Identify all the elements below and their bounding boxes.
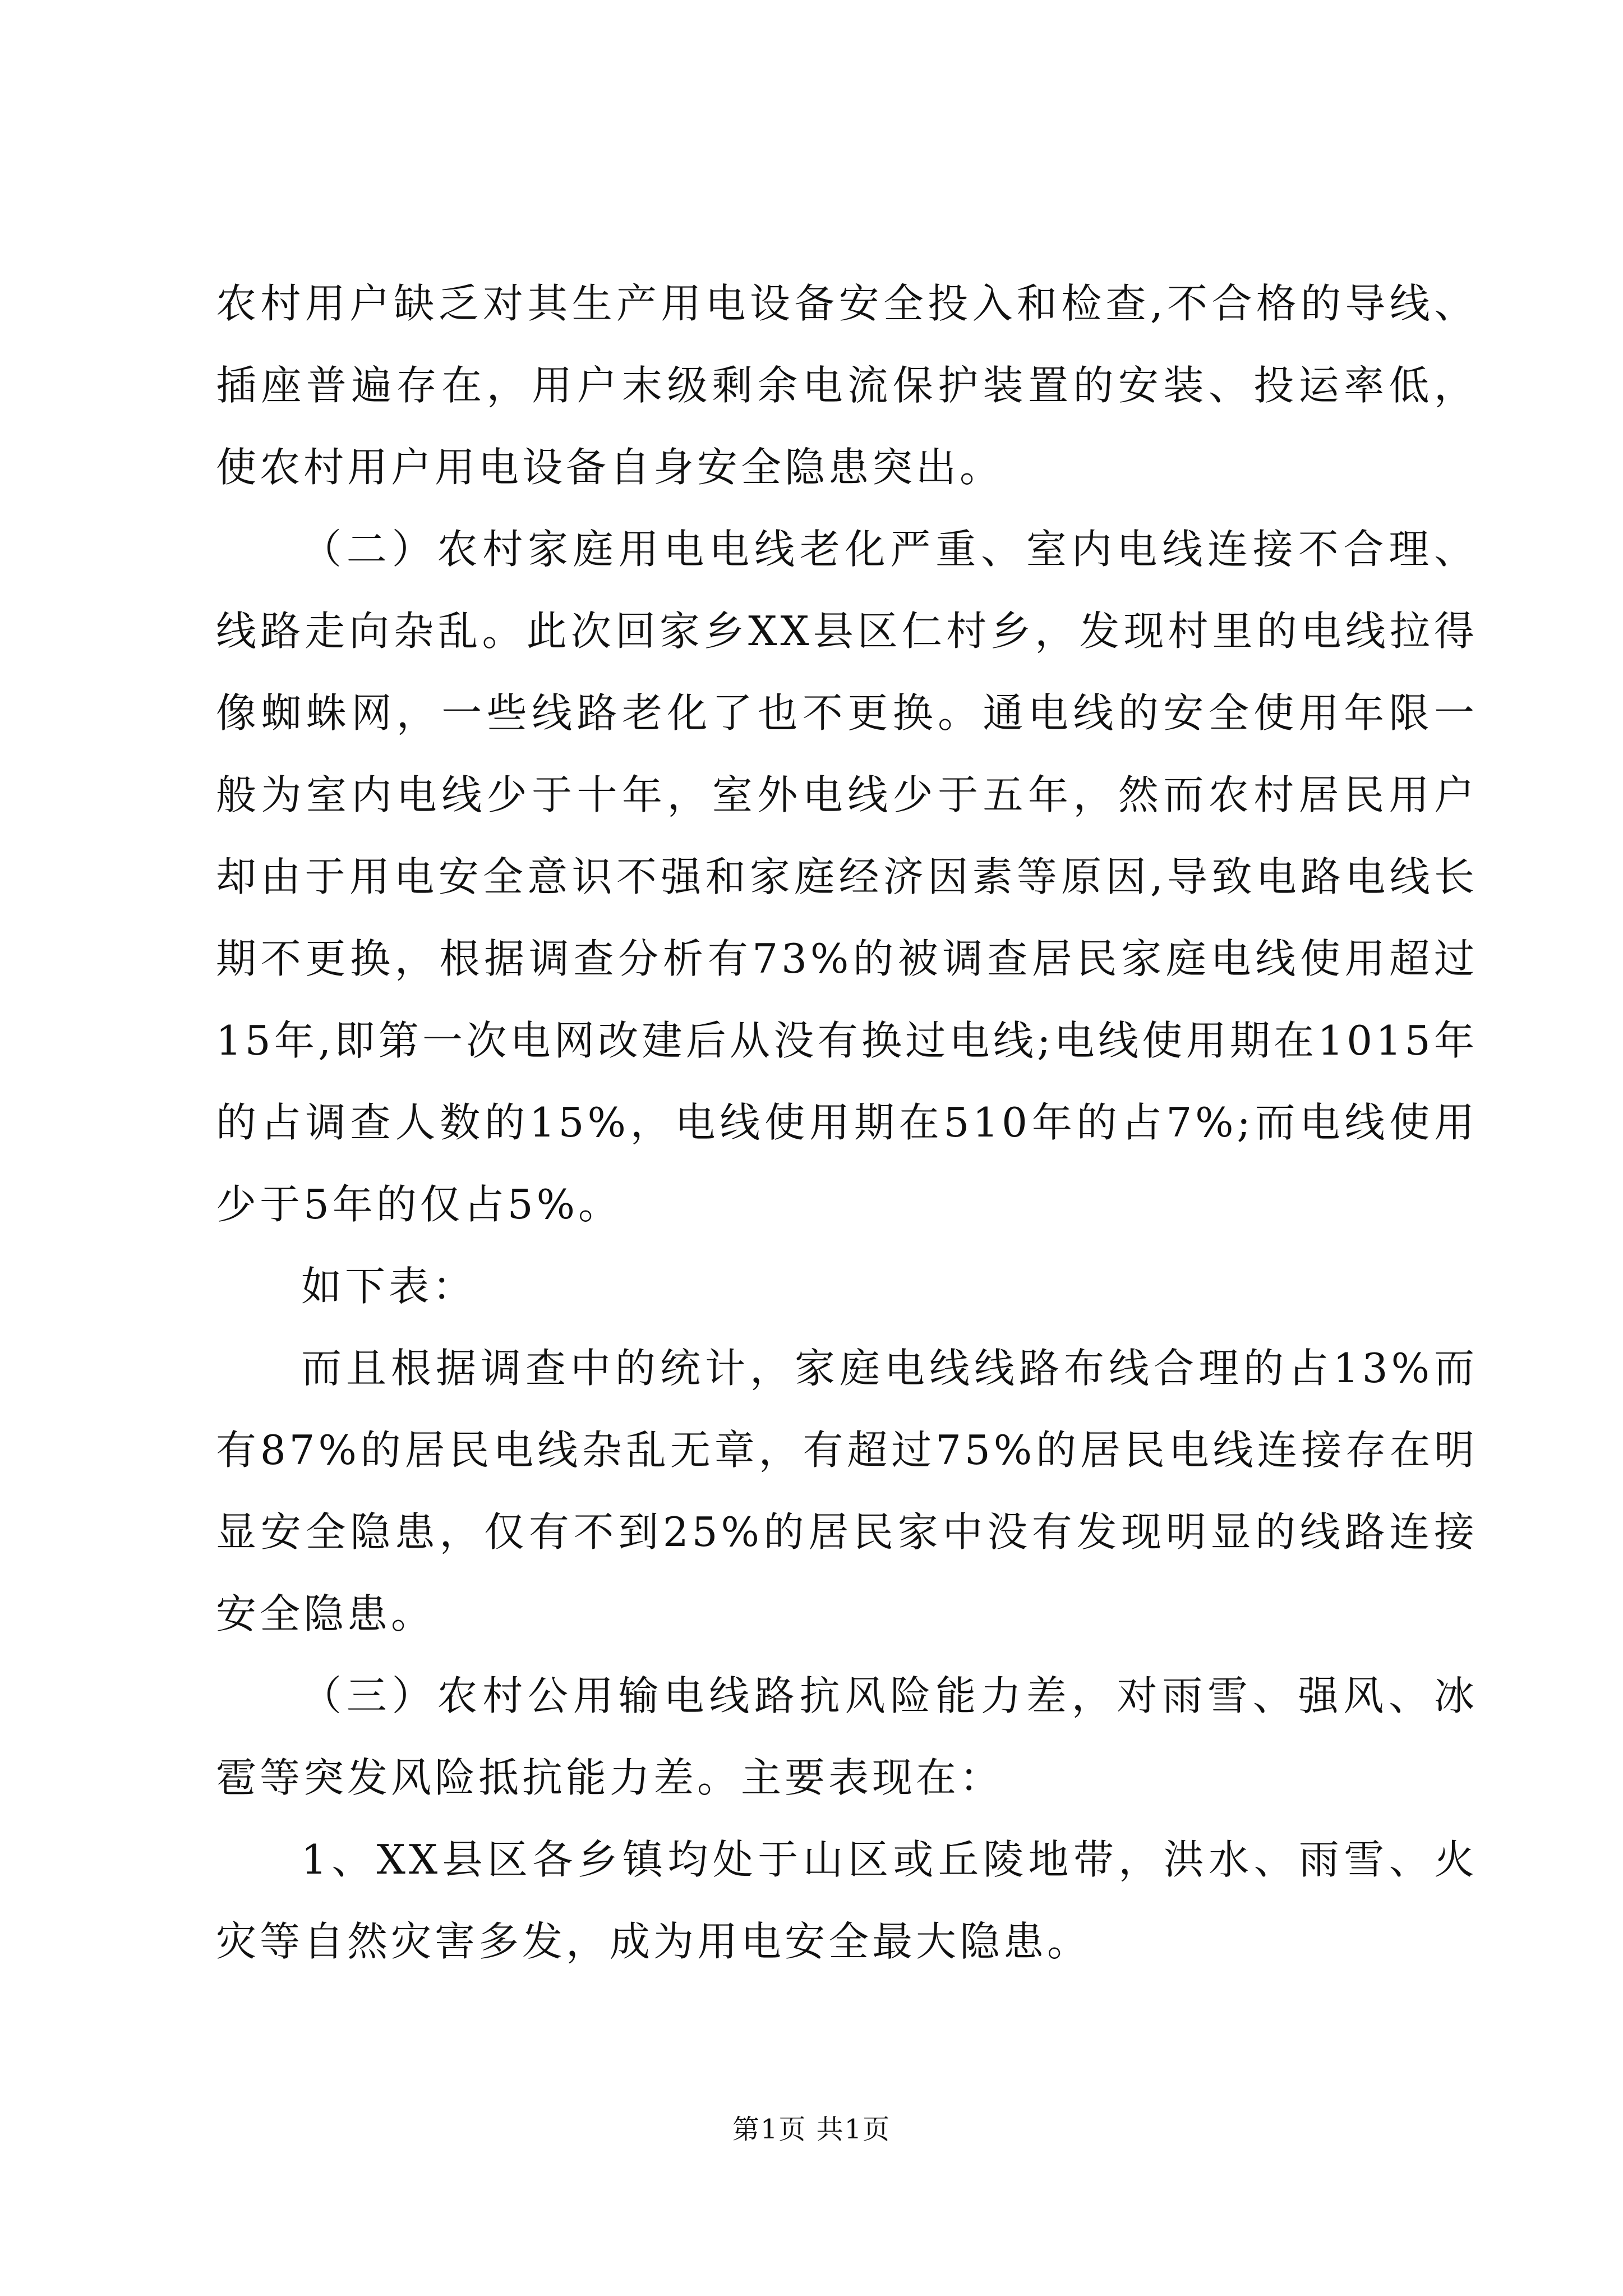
paragraph-wiring-statistics: 而且根据调查中的统计，家庭电线线路布线合理的占13%而有87%的居民电线杂乱无章，有超过75%的居民电线连接存在明显安全隐患，仅有不到25%的居民家中没有发现明显的线路连接安全隐患。 bbox=[216, 1345, 1478, 1637]
document-body bbox=[216, 263, 1478, 1982]
paragraph-natural-disasters: 1、XX县区各乡镇均处于山区或丘陵地带，洪水、雨雪、火灾等自然灾害多发，成为用电安全最大隐患。 bbox=[216, 1836, 1478, 1965]
paragraph-table-intro: 如下表： bbox=[301, 1263, 477, 1310]
paragraph-public-lines-risk: （三）农村公用输电线路抗风险能力差，对雨雪、强风、冰雹等突发风险抵抗能力差。主要表现在： bbox=[216, 1672, 1478, 1801]
paragraph-equipment-safety: 农村用户缺乏对其生产用电设备安全投入和检查,不合格的导线、插座普遍存在，用户末级剩余电流保护装置的安装、投运率低，使农村用户用电设备自身安全隐患突出。 bbox=[216, 280, 1478, 491]
paragraph-wire-aging: （二）农村家庭用电电线老化严重、室内电线连接不合理、线路走向杂乱。此次回家乡XX县区仁村乡，发现村里的电线拉得像蜘蛛网，一些线路老化了也不更换。通电线的安全使用年限一般为室内电线少于十年，室外电线少于五年，然而农村居民用户却由于用电安全意识不强和家庭经济因素等原因,导致电路电线长期不更换，根据调查分析有73%的被调查居民家庭电线使用超过15年,即第一次电网改建后从没有换过电线;电线使用期在1015年的占调查人数的15%，电线使用期在510年的占7%;而电线使用少于5年的仅占5%。 bbox=[216, 526, 1478, 1228]
page-footer: 第1页 共1页 bbox=[732, 2114, 891, 2145]
